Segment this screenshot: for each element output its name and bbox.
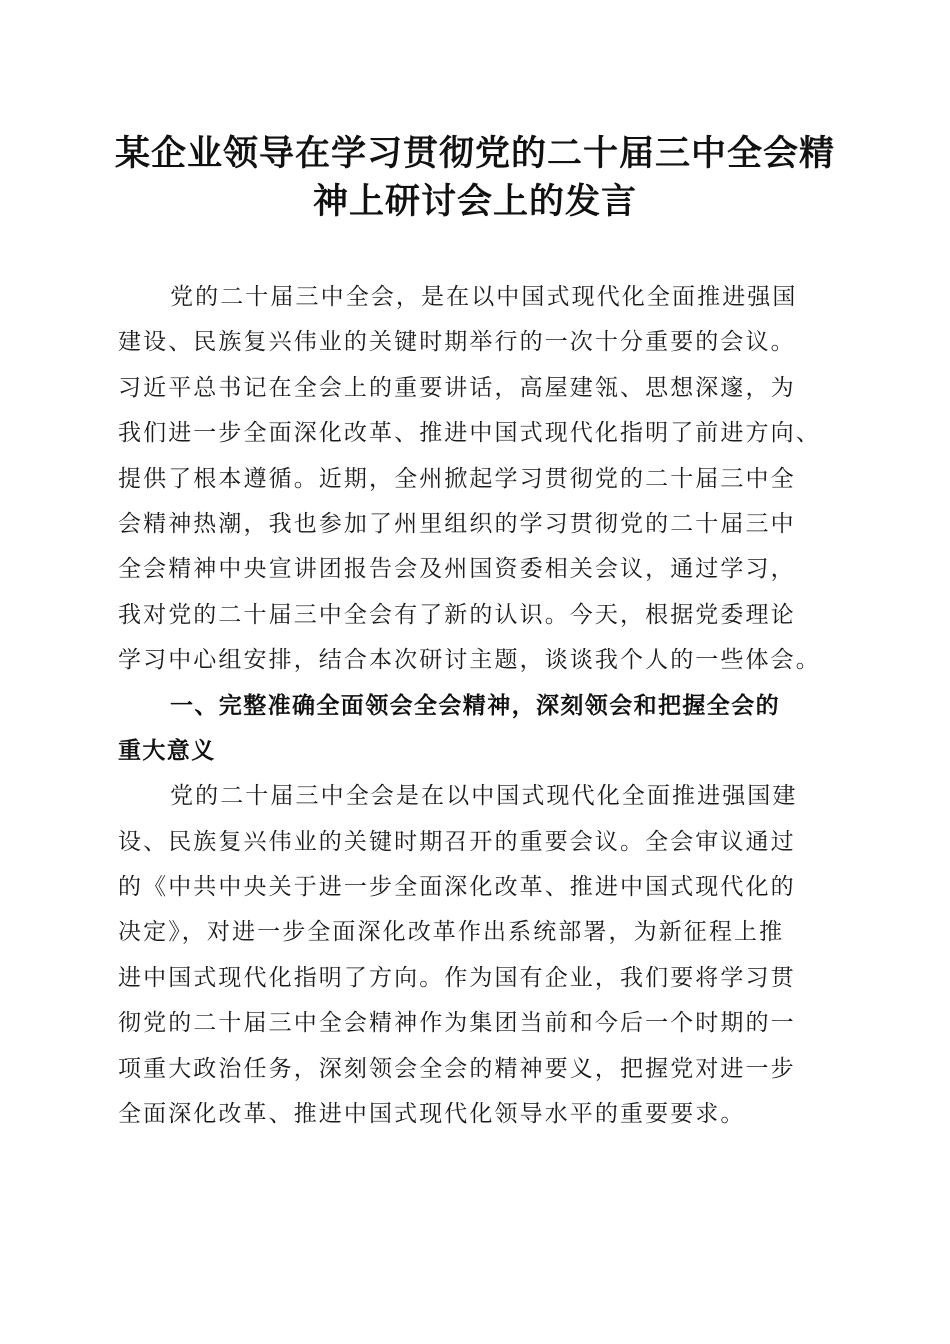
text-line: 党的二十届三中全会是在以中国式现代化全面推进强国建 (170, 783, 798, 810)
text-line: 全面深化改革、推进中国式现代化领导水平的重要要求。 (118, 1101, 746, 1128)
text-line: 学习中心组安排，结合本次研讨主题，谈谈我个人的一些体会。 (118, 647, 821, 674)
heading-line: 一、完整准确全面领会全会精神，深刻领会和把握全会的 (170, 692, 780, 719)
text-line: 我对党的二十届三中全会有了新的认识。今天，根据党委理论 (118, 601, 796, 628)
title-line: 某企业领导在学习贯彻党的二十届三中全会精 (114, 133, 835, 174)
text-line: 决定》，对进一步全面深化改革作出系统部署，为新征程上推 (118, 919, 785, 946)
text-line: 党的二十届三中全会，是在以中国式现代化全面推进强国 (170, 284, 798, 310)
text-line: 我们进一步全面深化改革、推进中国式现代化指明了前进方向、 (118, 420, 821, 447)
text-line: 项重大政治任务，深刻领会全会的精神要义，把握党对进一步 (118, 1055, 796, 1082)
text-line: 彻党的二十届三中全会精神作为集团当前和今后一个时期的一 (118, 1010, 796, 1037)
document-title (110, 130, 840, 226)
section-heading-1 (118, 684, 830, 775)
text-line: 提供了根本遵循。近期，全州掀起学习贯彻党的二十届三中全 (118, 465, 796, 492)
text-line: 建设、民族复兴伟业的关键时期举行的一次十分重要的会议。 (118, 329, 796, 356)
title-line: 神上研讨会上的发言 (312, 181, 637, 222)
text-line: 的《中共中央关于进一步全面深化改革、推进中国式现代化的 (118, 874, 796, 901)
text-line: 进中国式现代化指明了方向。作为国有企业，我们要将学习贯 (118, 964, 796, 991)
text-line: 会精神热潮，我也参加了州里组织的学习贯彻党的二十届三中 (118, 510, 796, 537)
paragraph-significance (118, 774, 830, 1137)
heading-line: 重大意义 (118, 737, 216, 764)
text-line: 习近平总书记在全会上的重要讲话，高屋建瓴、思想深邃，为 (118, 374, 796, 401)
text-line: 全会精神中央宣讲团报告会及州国资委相关会议，通过学习， (118, 556, 796, 583)
paragraph-intro (118, 275, 830, 684)
document-body (118, 275, 830, 1137)
text-line: 设、民族复兴伟业的关键时期召开的重要会议。全会审议通过 (118, 828, 796, 855)
